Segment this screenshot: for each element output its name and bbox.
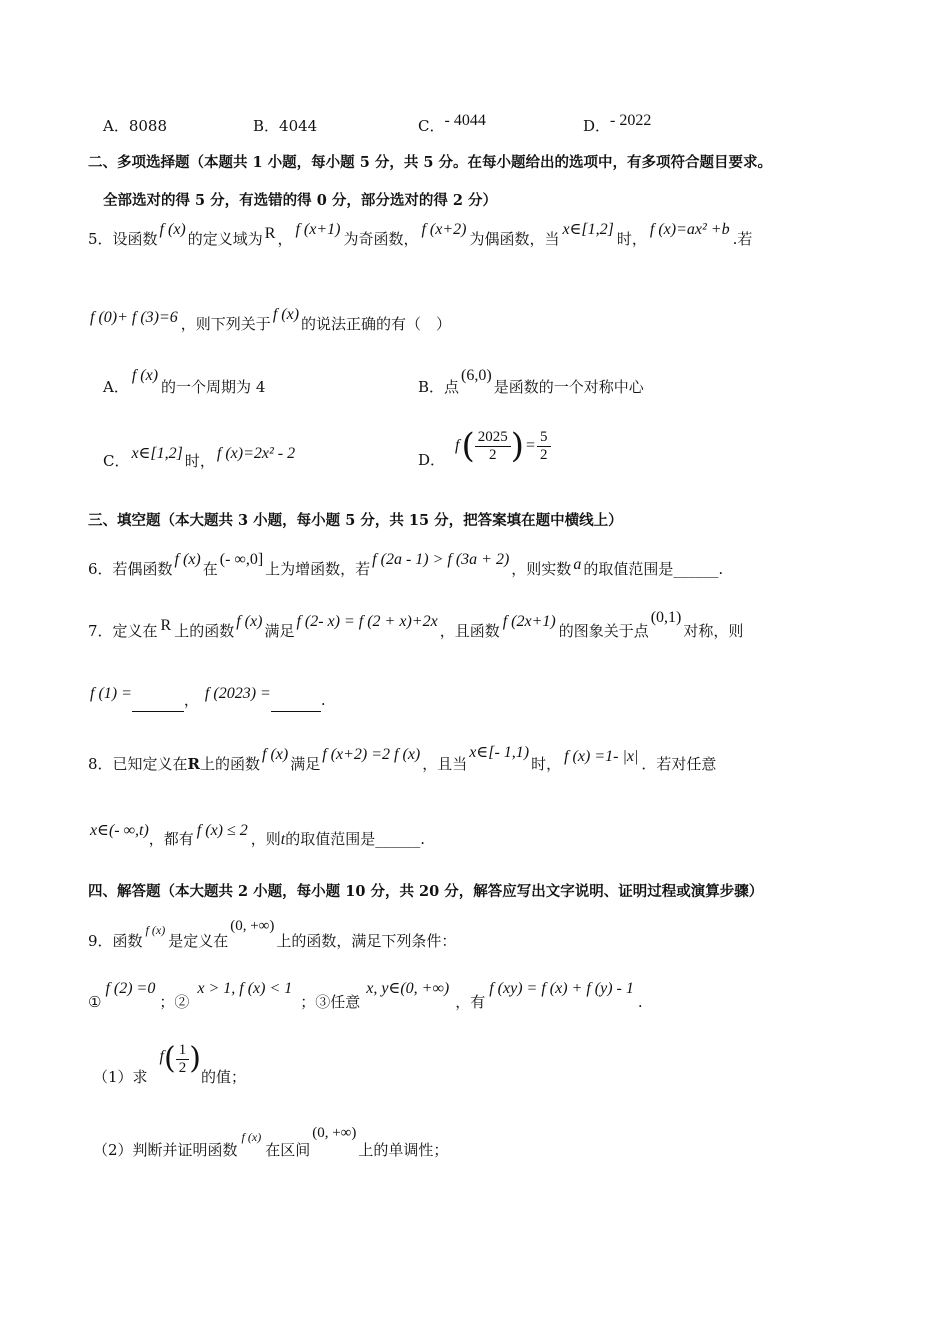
math: f (x) <box>236 613 263 630</box>
math: R <box>264 225 276 242</box>
q4-option-d <box>583 112 652 135</box>
math: (0,1) <box>650 609 682 626</box>
text: ，则 <box>250 830 281 848</box>
text: . <box>637 993 643 1011</box>
q9-conditions <box>88 980 643 1011</box>
math: x∈[- 1,1) <box>469 744 530 761</box>
right-paren-icon: ) <box>510 426 525 466</box>
text: 在 <box>202 560 218 578</box>
math: f (2a - 1) > f (3a + 2) <box>372 551 510 568</box>
math: f <box>159 1048 164 1065</box>
math: f (2023) = <box>204 685 271 702</box>
math: f (2) =0 <box>105 980 156 997</box>
math: x, y∈(0, +∞) <box>366 980 450 997</box>
numerator: 2025 <box>475 429 511 447</box>
text: 在区间 <box>265 1141 311 1159</box>
math: f (x) <box>174 551 201 568</box>
text: 是定义在 <box>168 932 229 950</box>
section4-title: 四、解答题（本大题共 2 小题，每小题 10 分，共 20 分，解答应写出文字说明、证明过程或演算步骤） <box>88 883 764 900</box>
q7-stem <box>88 609 744 640</box>
q5-option-d <box>418 424 551 468</box>
math: f (x+2) =2 f (x) <box>322 746 421 763</box>
math: f (2x+1) <box>502 613 556 630</box>
text: 时， <box>531 755 562 773</box>
numerator: 1 <box>176 1042 190 1060</box>
q7-stem-cont <box>90 685 326 709</box>
text: 对称，则 <box>683 622 744 640</box>
math: x∈(- ∞,t) <box>90 822 149 839</box>
math: f (x) <box>241 1130 262 1144</box>
q4-option-b: B．4044 <box>253 117 318 135</box>
math: f (1) = <box>90 685 132 702</box>
math: R <box>187 755 201 773</box>
q5-option-b <box>418 367 644 396</box>
text: 是函数的一个对称中心 <box>493 378 644 396</box>
q8-stem <box>88 744 717 773</box>
q9-part2 <box>93 1125 449 1159</box>
text: 的取值范围是______. <box>583 560 724 578</box>
text: 满足 <box>264 622 295 640</box>
math: x > 1, f (x) < 1 <box>197 980 293 997</box>
q9-stem <box>88 918 457 950</box>
math: f (x)=2x² - 2 <box>216 445 296 462</box>
option-label: A． <box>103 378 129 396</box>
q4-option-c <box>418 112 486 135</box>
text: ① <box>88 993 102 1011</box>
text: （1）求 <box>93 1067 148 1086</box>
fraction <box>176 1042 190 1076</box>
math: (6,0) <box>461 367 492 384</box>
text: 的定义域为 <box>187 230 263 248</box>
text: 的取值范围是______. <box>285 830 426 848</box>
text: 的说法正确的有（ ） <box>301 315 452 333</box>
math: f (x) <box>145 923 166 937</box>
text: ， <box>183 691 199 709</box>
math: (- ∞,0] <box>219 551 264 568</box>
option-value: - 4044 <box>444 112 486 129</box>
q4-option-a: A．8088 <box>103 117 168 135</box>
text: 为奇函数， <box>343 230 419 248</box>
text: 的图象关于点 <box>558 622 649 640</box>
math: f (x+1) <box>295 221 341 238</box>
text: ，且函数 <box>439 622 500 640</box>
math: f (x) ≤ 2 <box>196 822 248 839</box>
option-label: B．点 <box>418 378 460 396</box>
math: a <box>573 556 582 573</box>
left-paren-icon: ( <box>164 1041 176 1076</box>
text: .若 <box>732 230 753 248</box>
text: 8．已知定义在 <box>88 755 188 773</box>
option-label: D． <box>583 117 611 135</box>
q5-option-a <box>103 367 266 396</box>
math: f (x) <box>131 367 159 384</box>
option-label: D． <box>418 450 446 469</box>
q6-stem <box>88 551 724 578</box>
text: ．若对任意 <box>641 755 717 773</box>
q5-stem-cont <box>90 306 452 333</box>
math: (0, +∞) <box>312 1125 357 1141</box>
text: 上的函数 <box>200 755 261 773</box>
denominator: 2 <box>489 446 497 463</box>
text: ， <box>277 230 293 248</box>
math: f (0)+ f (3)=6 <box>90 309 178 326</box>
math: f (2- x) = f (2 + x)+2x <box>296 613 438 630</box>
answer-blank[interactable] <box>132 710 184 712</box>
q8-stem-cont <box>90 822 426 848</box>
fraction <box>475 429 511 463</box>
left-paren-icon: ( <box>461 426 475 466</box>
text: ，则实数 <box>511 560 572 578</box>
section3-title: 三、填空题（本大题共 3 小题，每小题 5 分，共 15 分，把答案填在题中横线上） <box>88 512 623 529</box>
text: 满足 <box>290 755 321 773</box>
denominator: 2 <box>540 446 548 463</box>
text: 时， <box>616 230 647 248</box>
section2-title-cont: 全部选对的得 5 分，有选错的得 0 分，部分选对的得 2 分） <box>103 192 498 209</box>
right-paren-icon: ) <box>189 1041 201 1076</box>
denominator: 2 <box>178 1059 187 1076</box>
math: t <box>280 831 286 848</box>
q5-option-c <box>103 445 297 470</box>
text: 上的单调性； <box>358 1141 449 1159</box>
math: f (xy) = f (x) + f (y) - 1 <box>489 980 634 997</box>
text: 5．设函数 <box>88 230 158 248</box>
text: ，都有 <box>148 830 194 848</box>
text: 9．函数 <box>88 932 143 950</box>
numerator: 5 <box>537 429 551 447</box>
math: f (x) =1- |x| <box>564 748 639 765</box>
math: f (x)=ax² +b <box>649 221 730 238</box>
text: 为偶函数，当 <box>469 230 560 248</box>
math: f (x) <box>159 221 186 238</box>
q5-stem <box>88 221 753 248</box>
text: 上的函数，满足下列条件： <box>276 932 457 950</box>
option-value: - 2022 <box>610 112 652 129</box>
q9-part1 <box>93 1040 246 1086</box>
text: 6．若偶函数 <box>88 560 173 578</box>
text: ，且当 <box>422 755 468 773</box>
fraction <box>537 429 551 463</box>
option-label: C． <box>418 117 445 135</box>
text: . <box>320 691 326 709</box>
text: ，有 <box>455 993 486 1011</box>
math: f (x) <box>272 306 300 323</box>
section2-title: 二、多项选择题（本题共 1 小题，每小题 5 分，共 5 分。在每小题给出的选项中，有多项符合题目要求。 <box>88 154 773 171</box>
text: ；③任意 <box>300 993 361 1011</box>
math: (0, +∞) <box>230 918 275 934</box>
text: 时， <box>184 452 215 470</box>
math: x∈[1,2] <box>562 221 614 238</box>
text: 的值； <box>200 1067 246 1086</box>
text: 上为增函数，若 <box>265 560 371 578</box>
math: R <box>160 617 172 634</box>
option-label: C． <box>103 452 130 470</box>
text: ；② <box>159 993 190 1011</box>
text: 上的函数 <box>174 622 235 640</box>
math: = <box>526 437 536 454</box>
math: x∈[1,2] <box>131 445 183 462</box>
math: f <box>455 437 460 454</box>
text: 7．定义在 <box>88 622 158 640</box>
text: 的一个周期为 4 <box>161 378 266 396</box>
text: （2）判断并证明函数 <box>93 1141 238 1159</box>
text: ，则下列关于 <box>180 315 271 333</box>
answer-blank[interactable] <box>271 710 321 712</box>
math: f (x+2) <box>421 221 467 238</box>
math: f (x) <box>262 746 289 763</box>
